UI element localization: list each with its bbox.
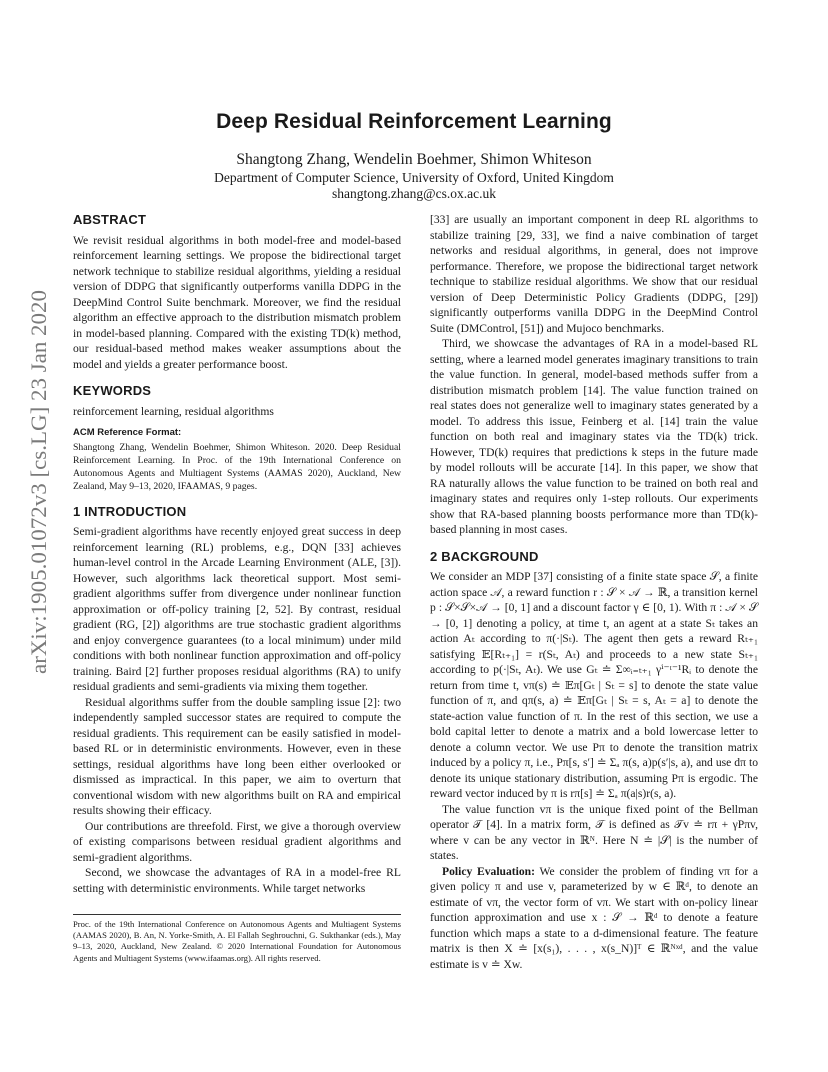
acm-reference-heading: ACM Reference Format: xyxy=(73,427,182,438)
conference-footnote: Proc. of the 19th International Conference on Autonomous Agents and Multiagent Systems (AAMAS 2020), B. An, N. Yorke-Smith, A. El Fallah Seghrouchni, G. Sukthankar (eds.), May 9–13, 2020, Auckland, New Zealand. © 2020 International Foundation for Autonomous Agents and Multiagent Systems (www.ifaamas.org). All rights reserved. xyxy=(73,914,401,964)
intro-paragraph-5: [33] are usually an important component in deep RL algorithms to stabilize training [29, 33], we find a naive combination of target networks and residual algorithms, in general, does not improve performance. Therefore, we propose the bidirectional target network technique to stabilize residual algorithms. We show that our residual version of Deep Deterministic Policy Gradients (DDPG, [29]) significantly outperforms vanilla DDPG in the DeepMind Control Suite (DMControl, [51]) and Mujoco benchmarks. xyxy=(430,213,758,335)
author-list: Shangtong Zhang, Wendelin Boehmer, Shimon Whiteson xyxy=(236,151,592,168)
background-paragraph-2: The value function vπ is the unique fixed point of the Bellman operator 𝒯 [4]. In a matrix form, 𝒯 is defined as 𝒯v ≐ rπ + γPπv, where v can be any vector in ℝᴺ. Here N ≐ |𝒮| is the number of states. xyxy=(430,802,758,862)
introduction-heading: 1 INTRODUCTION xyxy=(73,503,187,519)
intro-paragraph-6: Third, we showcase the advantages of RA in a model-based RL setting, where a learned model generates imaginary transitions to train the value function. In general, model-based methods suffer from a distribution mismatch problem [14]. The value function trained on real states does not generalize well to imaginary states generated by a model. To address this issue, Feinberg et al. [14] train the value function on both real and imaginary states via the TD(k) trick. However, TD(k) requires that predictions k steps in the future made by model rollouts will be accurate [14]. In this paper, we show that RA naturally allows the value function to be trained on both real and imaginary states and requires only 1-step rollouts. Our experiments show that RA-based planning boosts performance more than TD(k)-based planning in most cases. xyxy=(430,337,758,536)
keywords-text: reinforcement learning, residual algorithms xyxy=(73,404,274,418)
paper-title: Deep Residual Reinforcement Learning xyxy=(216,110,612,133)
policy-evaluation-label: Policy Evaluation: xyxy=(442,864,535,878)
acm-reference-text: Shangtong Zhang, Wendelin Boehmer, Shimon Whiteson. 2020. Deep Residual Reinforcement Learning. In Proc. of the 19th International Conference on Autonomous Agents and Multiagent Systems (AAMAS 2020), Auckland, New Zealand, May 9–13, 2020, IFAAMAS, 9 pages. xyxy=(73,441,401,492)
intro-paragraph-4: Second, we showcase the advantages of RA in a model-free RL setting with deterministic environments. While target networks xyxy=(73,866,401,895)
abstract-text: We revisit residual algorithms in both model-free and model-based reinforcement learning settings. We propose the bidirectional target network technique to stabilize residual algorithms, yielding a residual version of DDPG that significantly outperforms vanilla DDPG in the DeepMind Control Suite benchmark. Moreover, we find the residual algorithm an effective approach to the distribution mismatch problem in model-based planning. Compared with the existing TD(k) method, our residual-based method makes weaker assumptions about the model and yields a greater performance boost. xyxy=(73,233,401,371)
intro-paragraph-3: Our contributions are threefold. First, we give a thorough overview of existing comparisons between residual gradient algorithms and semi-gradient algorithms. xyxy=(73,819,401,864)
arxiv-stamp xyxy=(8,286,66,676)
policy-evaluation-text: We consider the problem of finding vπ for a given policy π and use v, parameterized by w ∈ ℝᵈ, to denote an estimate of vπ, the vector form of vπ. We start with on-policy linear function approximation and use x : 𝒮 → ℝᵈ to denote a feature function which maps a state to a d-dimensional feature. The feature matrix is then X ≐ [x(s₁), . . . , x(s_N)]ᵀ ∈ ℝᴺˣᵈ, and the value estimate is v ≐ Xw. xyxy=(430,864,758,971)
left-column xyxy=(73,212,401,896)
contact-email: shangtong.zhang@cs.ox.ac.uk xyxy=(332,186,496,201)
right-column xyxy=(430,212,758,972)
arxiv-id: arXiv:1905.01072v3 [cs.LG] 23 Jan 2020 xyxy=(26,297,51,674)
background-paragraph-1: We consider an MDP [37] consisting of a finite state space 𝒮, a finite action space 𝒜, a reward function r : 𝒮 × 𝒜 → ℝ, a transition kernel p : 𝒮×𝒮×𝒜 → [0, 1] and a discount factor γ ∈ [0, 1). With π : 𝒜 × 𝒮 → [0, 1] denoting a policy, at time t, an agent at a state Sₜ takes an action Aₜ according to π(·|Sₜ). The agent then gets a reward Rₜ₊₁ satisfying 𝔼[Rₜ₊₁] = r(Sₜ, Aₜ) and proceeds to a new state Sₜ₊₁ according to p(·|Sₜ, Aₜ). We use Gₜ ≐ Σ∞ᵢ₌ₜ₊₁ γⁱ⁻ᵗ⁻¹Rᵢ to denote the return from time t, vπ(s) ≐ 𝔼π[Gₜ | Sₜ = s] to denote the state value function of π, and qπ(s, a) ≐ 𝔼π[Gₜ | Sₜ = s, Aₜ = a] to denote the state-action value function of π. In the rest of this section, we use a bold capital letter to denote a matrix and a bold lowercase letter to denote a column vector. We use Pπ to denote the transition matrix induced by a policy π, i.e., Pπ[s, s′] ≐ Σₐ π(s, a)p(s′|s, a), and use dπ to denote its unique stationary distribution, assuming Pπ is ergodic. The reward vector induced by π is rπ[s] ≐ Σₐ π(a|s)r(s, a). xyxy=(430,570,758,800)
affiliation: Department of Computer Science, University of Oxford, United Kingdom xyxy=(214,170,614,185)
intro-paragraph-2: Residual algorithms suffer from the double sampling issue [2]: two independently sampled successor states are required to compute the residual gradients. This requirement can be easily satisfied in model-based RL or in deterministic environments. However, even in these settings, residual algorithms have long been either overlooked or dismissed as impractical. In this paper, we aim to overturn that conventional wisdom with new algorithms built on RA and empirical results showing their efficacy. xyxy=(73,695,401,817)
background-heading: 2 BACKGROUND xyxy=(430,548,539,564)
abstract-heading: ABSTRACT xyxy=(73,212,147,227)
intro-paragraph-1: Semi-gradient algorithms have recently enjoyed great success in deep reinforcement learning (RL) problems, e.g., DQN [33] achieves human-level control in the Arcade Learning Environment (ALE, [3]). However, such algorithms lack theoretical support. Most semi-gradient algorithms suffer from divergence under nonlinear function approximation or off-policy training [2, 52]. By contrast, residual gradient (RG, [2]) algorithms are true stochastic gradient algorithms and enjoy convergence guarantees (to a local minimum) under mild conditions with both nonlinear function approximation and off-policy training. Baird [2] further proposes residual algorithms (RA) to unify residual gradients and semi-gradients via mixing them together. xyxy=(73,525,401,693)
keywords-heading: KEYWORDS xyxy=(73,383,152,398)
background-paragraph-3 xyxy=(430,864,758,973)
